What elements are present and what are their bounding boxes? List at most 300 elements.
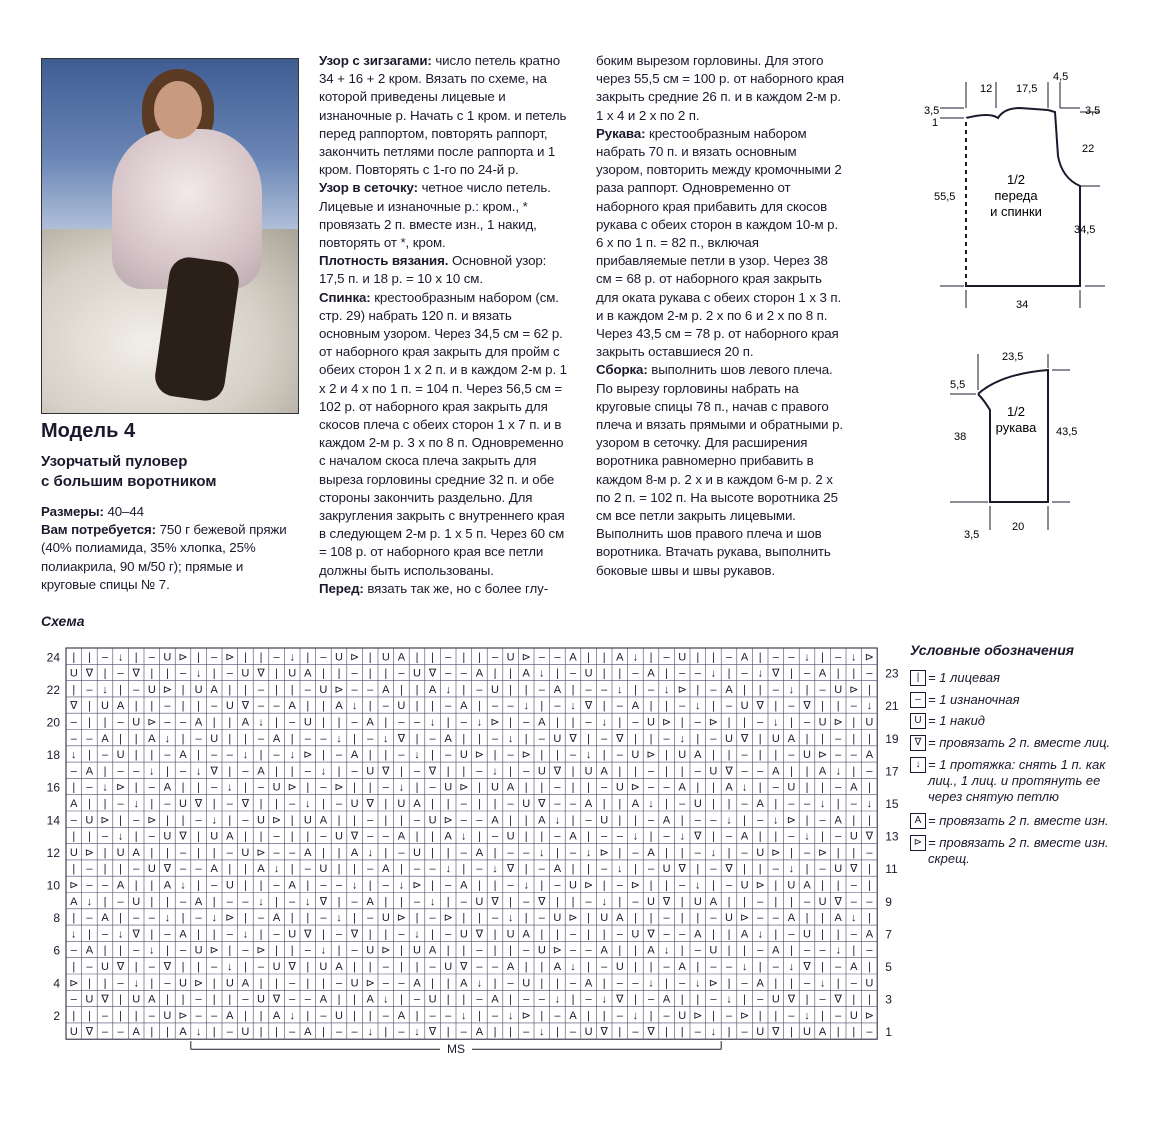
chart-cell-symbol: – — [351, 667, 358, 680]
body-left-mark-2: 1 — [932, 117, 939, 129]
chart-cell-symbol: – — [850, 928, 857, 941]
chart-cell-symbol: | — [493, 667, 497, 680]
chart-cell-symbol: – — [70, 716, 77, 729]
chart-cell-symbol: | — [275, 765, 279, 778]
chart-cell-symbol: – — [289, 846, 296, 859]
chart-cell-symbol: – — [866, 895, 873, 908]
chart-cell-symbol: – — [476, 993, 483, 1006]
chart-cell-symbol: ∇ — [132, 667, 140, 680]
chart-cell-symbol: A — [335, 700, 343, 713]
chart-cell-symbol: – — [788, 928, 795, 941]
chart-cell-symbol: | — [477, 651, 481, 664]
text-column-3 — [596, 52, 846, 580]
chart-cell-symbol: ↓ — [648, 977, 654, 990]
chart-cell-symbol: ↓ — [601, 716, 607, 729]
chart-cell-symbol: – — [632, 977, 639, 990]
paragraph-heading: Размеры: — [41, 504, 108, 519]
chart-cell-symbol: | — [384, 846, 388, 859]
chart-cell-symbol: – — [86, 912, 93, 925]
chart-cell-symbol: | — [197, 879, 201, 892]
chart-cell-symbol: ∇ — [740, 732, 749, 745]
chart-cell-symbol: ↓ — [149, 765, 155, 778]
chart-cell-symbol: | — [555, 977, 559, 990]
chart-cell-symbol: ↓ — [211, 912, 217, 925]
chart-cell-symbol: | — [87, 1009, 91, 1022]
chart-cell-symbol: | — [852, 716, 856, 729]
chart-cell-symbol: – — [819, 993, 826, 1006]
chart-cell-symbol: | — [103, 977, 107, 990]
chart-cell-symbol: ⊳ — [739, 1009, 750, 1022]
chart-cell-symbol: U — [428, 814, 437, 827]
chart-cell-symbol: – — [133, 765, 140, 778]
chart-cell-symbol: | — [711, 928, 715, 941]
chart-cell-symbol: U — [849, 830, 858, 843]
chart-cell-symbol: | — [72, 912, 76, 925]
chart-cell-symbol: | — [774, 700, 778, 713]
chart-cell-symbol: | — [399, 961, 403, 973]
chart-cell-symbol: | — [119, 1009, 123, 1022]
chart-cell-symbol: ↓ — [819, 977, 826, 990]
row-number-right: 3 — [885, 992, 892, 1007]
col2-paragraph — [319, 52, 569, 179]
chart-cell-symbol: U — [678, 749, 687, 762]
chart-cell-symbol: ↓ — [102, 683, 108, 696]
chart-cell-symbol: | — [321, 716, 325, 729]
row-number-left: 14 — [46, 813, 60, 828]
chart-cell-symbol: – — [866, 765, 873, 778]
chart-cell-symbol: A — [350, 846, 359, 859]
chart-cell-symbol: – — [772, 651, 779, 664]
chart-cell-symbol: – — [289, 977, 296, 990]
chart-cell-symbol: – — [335, 928, 343, 941]
chart-cell-symbol: | — [399, 993, 403, 1006]
chart-cell-symbol: – — [491, 1009, 499, 1022]
chart-cell-symbol: ∇ — [756, 700, 764, 713]
chart-cell-symbol: – — [179, 667, 187, 680]
chart-cell-symbol: | — [867, 863, 871, 876]
chart-cell-symbol: – — [148, 830, 155, 843]
chart-cell-symbol: – — [741, 765, 748, 778]
chart-cell-symbol: ↓ — [492, 863, 498, 876]
chart-cell-symbol: ↓ — [398, 879, 405, 892]
chart-cell-symbol: | — [165, 765, 169, 778]
chart-cell-symbol: | — [243, 863, 247, 876]
chart-cell-symbol: | — [758, 961, 762, 973]
chart-cell-symbol: | — [774, 1009, 778, 1022]
chart-cell-symbol: | — [290, 944, 294, 957]
chart-cell-symbol: – — [679, 928, 686, 941]
chart-cell-symbol: – — [367, 912, 374, 925]
chart-cell-symbol: | — [711, 879, 715, 892]
chart-cell-symbol: A — [850, 961, 858, 973]
chart-cell-symbol: – — [835, 961, 842, 973]
chart-cell-symbol: ⊳ — [287, 781, 297, 794]
chart-cell-symbol: | — [290, 683, 294, 696]
chart-cell-symbol: ↓ — [367, 846, 373, 859]
chart-cell-symbol: | — [665, 1026, 669, 1039]
chart-cell-symbol: | — [353, 781, 357, 794]
chart-cell-symbol: | — [321, 667, 325, 680]
chart-cell-symbol: U — [647, 716, 655, 729]
chart-cell-symbol: – — [367, 683, 374, 696]
chart-cell-symbol: | — [306, 977, 310, 990]
chart-cell-symbol: | — [368, 928, 372, 941]
chart-cell-symbol: | — [275, 716, 279, 729]
chart-cell-symbol: A — [179, 749, 187, 762]
chart-cell-symbol: | — [399, 814, 403, 827]
chart-cell-symbol: ⊳ — [677, 683, 687, 696]
chart-cell-symbol: – — [70, 993, 77, 1006]
chart-cell-symbol: – — [788, 749, 795, 762]
chart-cell-symbol: | — [103, 895, 107, 908]
chart-cell-symbol: – — [164, 700, 171, 713]
chart-cell-symbol: | — [821, 912, 825, 925]
col2-paragraph — [319, 580, 569, 598]
chart-cell-symbol: | — [602, 879, 606, 892]
chart-cell-symbol: – — [445, 879, 452, 892]
chart-cell-symbol: U — [678, 1009, 687, 1022]
chart-cell-symbol: – — [367, 863, 374, 876]
chart-cell-symbol: ↓ — [507, 912, 514, 925]
chart-cell-symbol: | — [399, 765, 403, 778]
chart-cell-symbol: | — [836, 700, 840, 713]
chart-cell-symbol: ↓ — [710, 667, 717, 680]
chart-cell-symbol: A — [241, 977, 250, 990]
chart-cell-symbol: – — [741, 798, 748, 810]
chart-cell-symbol: A — [319, 814, 328, 827]
chart-cell-symbol: | — [587, 928, 591, 941]
body-armhole: 22 — [1082, 143, 1095, 155]
chart-cell-symbol: U — [787, 879, 796, 892]
chart-cell-symbol: ↓ — [351, 700, 358, 713]
chart-cell-symbol: – — [101, 651, 109, 664]
chart-cell-symbol: A — [397, 651, 406, 664]
chart-cell-symbol: – — [741, 749, 748, 762]
chart-cell-symbol: A — [288, 700, 296, 713]
chart-cell-symbol: U — [366, 765, 375, 778]
chart-cell-symbol: U — [849, 1009, 858, 1022]
chart-cell-symbol: U — [537, 765, 546, 778]
chart-cell-symbol: – — [226, 928, 233, 941]
chart-cell-symbol: ⊳ — [849, 683, 859, 696]
chart-cell-symbol: A — [694, 749, 702, 762]
chart-cell-symbol: ∇ — [366, 798, 374, 810]
chart-cell-symbol: ↓ — [149, 944, 155, 957]
chart-cell-symbol: ∇ — [538, 895, 546, 908]
chart-cell-symbol: | — [509, 895, 513, 908]
chart-cell-symbol: | — [415, 732, 419, 745]
chart-cell-symbol: – — [367, 830, 374, 843]
chart-cell-symbol: | — [509, 765, 513, 778]
chart-cell-symbol: | — [197, 651, 201, 664]
chart-cell-symbol: | — [696, 651, 700, 664]
chart-cell-symbol: | — [321, 1026, 325, 1039]
chart-cell-symbol: – — [741, 977, 748, 990]
chart-cell-symbol: | — [87, 716, 91, 729]
chart-cell-symbol: – — [86, 781, 93, 794]
chart-cell-symbol: | — [555, 716, 559, 729]
chart-cell-symbol: | — [852, 944, 856, 957]
chart-cell-symbol: | — [321, 700, 325, 713]
chart-cell-symbol: | — [524, 961, 528, 973]
chart-cell-symbol: | — [306, 912, 310, 925]
body-width-slope: 4,5 — [1053, 71, 1069, 83]
chart-cell-symbol: ∇ — [179, 830, 187, 843]
chart-cell-symbol: – — [70, 944, 77, 957]
chart-cell-symbol: – — [772, 683, 779, 696]
chart-cell-symbol: | — [836, 879, 840, 892]
chart-cell-symbol: | — [337, 993, 341, 1006]
chart-cell-symbol: – — [507, 846, 514, 859]
chart-cell-symbol: ↓ — [788, 683, 795, 696]
chart-cell-symbol: – — [257, 700, 265, 713]
chart-cell-symbol: ↓ — [71, 928, 77, 941]
chart-cell-symbol: – — [507, 700, 514, 713]
chart-cell-symbol: ↓ — [102, 781, 108, 794]
chart-cell-symbol: A — [85, 944, 94, 957]
chart-cell-symbol: | — [103, 863, 107, 876]
col1-paragraph — [41, 503, 293, 521]
chart-cell-symbol: A — [272, 732, 281, 745]
chart-cell-symbol: ⊳ — [147, 716, 157, 729]
chart-cell-symbol: ∇ — [662, 895, 671, 908]
chart-cell-symbol: U — [241, 667, 250, 680]
chart-cell-symbol: U — [116, 749, 125, 762]
chart-cell-symbol: ∇ — [475, 928, 484, 941]
chart-cell-symbol: U — [413, 846, 421, 859]
chart-cell-symbol: ↓ — [695, 879, 701, 892]
chart-cell-symbol: U — [319, 863, 328, 876]
body-width-neck: 12 — [980, 83, 993, 95]
chart-cell-symbol: ↓ — [788, 961, 795, 973]
chart-cell-symbol: | — [384, 1026, 388, 1039]
chart-cell-symbol: A — [163, 879, 172, 892]
chart-cell-symbol: U — [272, 961, 281, 973]
chart-cell-symbol: | — [649, 879, 653, 892]
chart-cell-symbol: | — [431, 879, 435, 892]
chart-cell-symbol: ↓ — [539, 667, 545, 680]
chart-cell-symbol: A — [444, 732, 452, 745]
chart-cell-symbol: ⊳ — [365, 977, 375, 990]
chart-cell-symbol: | — [431, 651, 435, 664]
row-number-left: 24 — [46, 650, 60, 665]
chart-cell-symbol: | — [524, 683, 528, 696]
chart-cell-symbol: – — [304, 683, 311, 696]
chart-cell-symbol: | — [493, 846, 497, 859]
chart-cell-symbol: A — [631, 700, 640, 713]
chart-cell-symbol: | — [571, 863, 575, 876]
chart-cell-symbol: | — [243, 683, 247, 696]
model-photo — [41, 58, 299, 414]
chart-cell-symbol: | — [602, 1009, 606, 1022]
chart-cell-symbol: | — [836, 977, 840, 990]
chart-cell-symbol: ⊳ — [334, 781, 344, 794]
chart-cell-symbol: | — [789, 895, 793, 908]
chart-cell-symbol: | — [150, 977, 154, 990]
chart-cell-symbol: ⊳ — [630, 879, 641, 892]
chart-cell-symbol: | — [321, 798, 325, 810]
chart-cell-symbol: A — [413, 977, 421, 990]
chart-cell-symbol: – — [242, 765, 249, 778]
chart-cell-symbol: ∇ — [428, 1026, 437, 1039]
chart-cell-symbol: – — [585, 683, 592, 696]
chart-cell-symbol: U — [459, 928, 468, 941]
chart-cell-symbol: – — [429, 732, 436, 745]
chart-cell-symbol: ↓ — [804, 830, 810, 843]
chart-cell-symbol: U — [194, 683, 203, 696]
chart-cell-symbol: A — [148, 732, 156, 745]
chart-cell-symbol: A — [725, 683, 733, 696]
chart-cell-symbol: | — [821, 928, 825, 941]
chart-cell-symbol: U — [319, 961, 328, 973]
chart-cell-symbol: A — [647, 846, 655, 859]
chart-cell-symbol: – — [304, 993, 311, 1006]
chart-cell-symbol: ⊳ — [474, 749, 485, 762]
chart-cell-symbol: | — [633, 732, 637, 745]
chart-cell-symbol: | — [384, 798, 388, 810]
chart-cell-symbol: – — [679, 700, 686, 713]
chart-cell-symbol: ↓ — [289, 749, 295, 762]
chart-cell-symbol: ⊳ — [381, 944, 391, 957]
chart-cell-symbol: – — [772, 863, 779, 876]
chart-cell-symbol: – — [179, 944, 187, 957]
chart-cell-symbol: – — [819, 863, 826, 876]
chart-cell-symbol: A — [132, 1026, 140, 1039]
chart-cell-symbol: | — [446, 765, 450, 778]
chart-cell-symbol: | — [618, 814, 622, 827]
chart-cell-symbol: – — [647, 765, 655, 778]
paragraph-heading: Спинка: — [319, 289, 375, 305]
chart-cell-symbol: | — [415, 830, 419, 843]
chart-cell-symbol: | — [493, 928, 497, 941]
chart-cell-symbol: A — [553, 683, 562, 696]
chart-cell-symbol: | — [493, 798, 497, 810]
chart-cell-symbol: | — [197, 846, 201, 859]
paragraph-heading: Рукава: — [596, 125, 650, 141]
chart-cell-symbol: ↓ — [741, 781, 748, 794]
chart-cell-symbol: | — [431, 928, 435, 941]
chart-cell-symbol: | — [758, 830, 762, 843]
chart-cell-symbol: – — [273, 830, 280, 843]
chart-cell-symbol: U — [147, 683, 156, 696]
chart-cell-symbol: ↓ — [133, 977, 139, 990]
chart-cell-symbol: | — [821, 879, 825, 892]
chart-cell-symbol: ∇ — [506, 863, 515, 876]
chart-cell-symbol: | — [633, 961, 637, 973]
chart-cell-symbol: – — [133, 944, 140, 957]
chart-cell-symbol: – — [725, 651, 733, 664]
chart-cell-symbol: – — [304, 765, 311, 778]
chart-cell-symbol: A — [132, 846, 140, 859]
chart-cell-symbol: | — [259, 928, 263, 941]
chart-cell-symbol: | — [165, 944, 169, 957]
chart-cell-symbol: – — [179, 846, 187, 859]
chart-cell-symbol: – — [148, 651, 155, 664]
chart-cell-symbol: U — [241, 1026, 250, 1039]
chart-cell-symbol: ↓ — [585, 749, 592, 762]
chart-cell-symbol: ⊳ — [412, 879, 422, 892]
chart-cell-symbol: ∇ — [725, 765, 733, 778]
chart-cell-symbol: ↓ — [336, 912, 342, 925]
chart-cell-symbol: A — [460, 700, 468, 713]
chart-cell-symbol: – — [663, 732, 670, 745]
chart-cell-symbol: | — [306, 781, 310, 794]
chart-cell-symbol: | — [618, 846, 622, 859]
chart-cell-symbol: – — [538, 863, 545, 876]
chart-cell-symbol: | — [743, 895, 747, 908]
chart-cell-symbol: – — [320, 830, 327, 843]
chart-cell-symbol: | — [774, 749, 778, 762]
chart-cell-symbol: | — [774, 928, 778, 941]
chart-cell-symbol: ∇ — [834, 993, 842, 1006]
chart-cell-symbol: – — [601, 961, 608, 973]
chart-cell-symbol: A — [647, 667, 655, 680]
chart-cell-symbol: | — [805, 765, 809, 778]
body-height-total: 55,5 — [934, 191, 956, 203]
chart-cell-symbol: A — [101, 732, 109, 745]
chart-cell-symbol: – — [226, 798, 233, 810]
chart-cell-symbol: – — [211, 749, 218, 762]
chart-cell-symbol: U — [740, 700, 749, 713]
chart-cell-symbol: – — [694, 765, 701, 778]
chart-cell-symbol: | — [649, 961, 653, 973]
body-label-3: и спинки — [990, 204, 1042, 219]
chart-cell-symbol: | — [821, 1009, 825, 1022]
legend-text: = провязать 2 п. вместе лиц. — [928, 735, 1111, 750]
chart-cell-symbol: | — [243, 651, 247, 664]
chart-cell-symbol: – — [289, 1026, 296, 1039]
chart-cell-symbol: | — [618, 798, 622, 810]
chart-cell-symbol: – — [523, 895, 530, 908]
chart-cell-symbol: – — [460, 798, 467, 810]
chart-cell-symbol: A — [288, 879, 296, 892]
chart-cell-symbol: | — [805, 863, 809, 876]
chart-cell-symbol: | — [680, 993, 684, 1006]
chart-cell-symbol: A — [818, 667, 827, 680]
chart-cell-symbol: – — [788, 798, 795, 810]
chart-cell-symbol: | — [321, 928, 325, 941]
chart-cell-symbol: ∇ — [382, 765, 390, 778]
chart-cell-symbol: | — [774, 895, 778, 908]
chart-cell-symbol: – — [569, 667, 577, 680]
chart-cell-symbol: – — [320, 1009, 327, 1022]
chart-cell-symbol: – — [445, 651, 452, 664]
chart-cell-symbol: ⊳ — [693, 1009, 703, 1022]
chart-cell-symbol: ∇ — [678, 863, 686, 876]
chart-cell-symbol: | — [602, 667, 606, 680]
chart-cell-symbol: – — [195, 732, 202, 745]
chart-cell-symbol: – — [382, 781, 389, 794]
chart-cell-symbol: | — [821, 781, 825, 794]
chart-cell-symbol: | — [867, 781, 871, 794]
chart-cell-symbol: ↓ — [601, 993, 607, 1006]
chart-cell-symbol: | — [867, 961, 871, 973]
chart-cell-symbol: ↓ — [367, 1026, 373, 1039]
chart-cell-symbol: – — [211, 700, 218, 713]
chart-cell-symbol: | — [165, 1026, 169, 1039]
chart-cell-symbol: – — [101, 1009, 109, 1022]
sleeve-cap: 5,5 — [950, 379, 966, 391]
chart-cell-symbol: A — [569, 1009, 577, 1022]
chart-cell-symbol: A — [694, 928, 702, 941]
chart-cell-symbol: | — [212, 928, 216, 941]
chart-cell-symbol: | — [477, 732, 481, 745]
chart-cell-symbol: | — [509, 944, 513, 957]
chart-cell-symbol: U — [865, 716, 874, 729]
chart-cell-symbol: | — [758, 732, 762, 745]
chart-cell-symbol: – — [803, 667, 811, 680]
chart-cell-symbol: – — [101, 830, 109, 843]
